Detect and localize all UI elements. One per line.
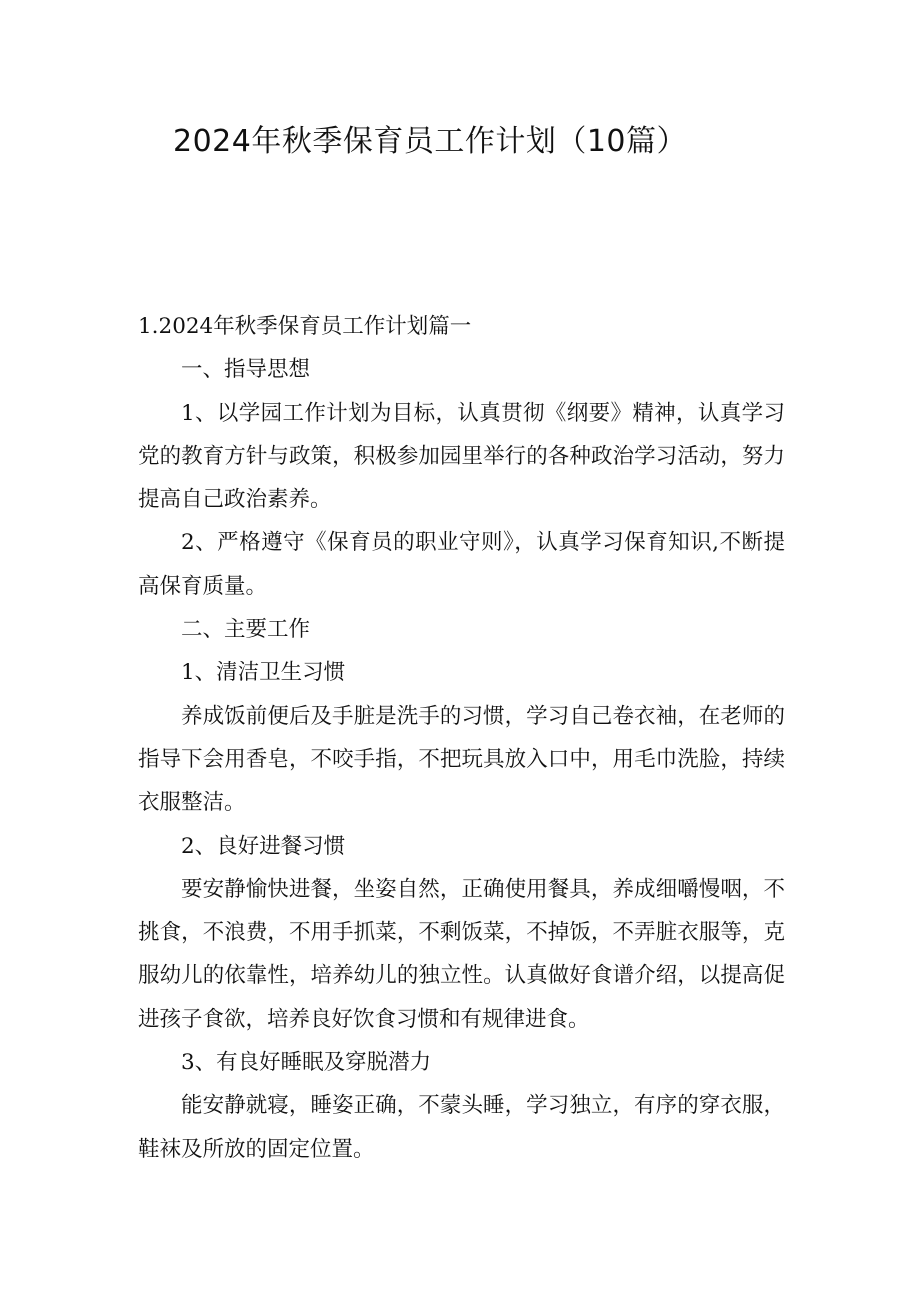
paragraph-guiding-2: 2、严格遵守《保育员的职业守则》，认真学习保育知识,不断提高保育质量。	[138, 530, 785, 599]
heading-main-work: 二、主要工作	[181, 617, 311, 643]
subheading-sleep-dressing: 3、有良好睡眠及穿脱潜力	[181, 1050, 432, 1076]
document-body	[138, 305, 785, 1171]
paragraph-guiding-1: 1、以学园工作计划为目标，认真贯彻《纲要》精神，认真学习党的教育方针与政策，积极参加园里举行的各种政治学习活动，努力提高自己政治素养。	[138, 400, 785, 513]
paragraph-hygiene-habits: 养成饭前便后及手脏是洗手的习惯，学习自己卷衣袖，在老师的指导下会用香皂，不咬手指，不把玩具放入口中，用毛巾洗脸，持续衣服整洁。	[138, 703, 785, 816]
paragraph-eating-habits: 要安静愉快进餐，坐姿自然，正确使用餐具，养成细嚼慢咽，不挑食，不浪费，不用手抓菜，不剩饭菜，不掉饭，不弄脏衣服等，克服幼儿的依靠性，培养幼儿的独立性。认真做好食谱介绍，以提高促进孩子食欲，培养良好饮食习惯和有规律进食。	[138, 876, 785, 1032]
subheading-hygiene-habits: 1、清洁卫生习惯	[181, 660, 346, 686]
document-title: 2024年秋季保育员工作计划（10篇）	[173, 124, 688, 159]
section-title: 1.2024年秋季保育员工作计划篇一	[138, 314, 472, 339]
paragraph-sleep-dressing: 能安静就寝，睡姿正确，不蒙头睡，学习独立，有序的穿衣服，鞋袜及所放的固定位置。	[138, 1093, 785, 1162]
heading-guiding-ideology: 一、指导思想	[181, 357, 311, 383]
subheading-eating-habits: 2、良好进餐习惯	[181, 833, 346, 859]
